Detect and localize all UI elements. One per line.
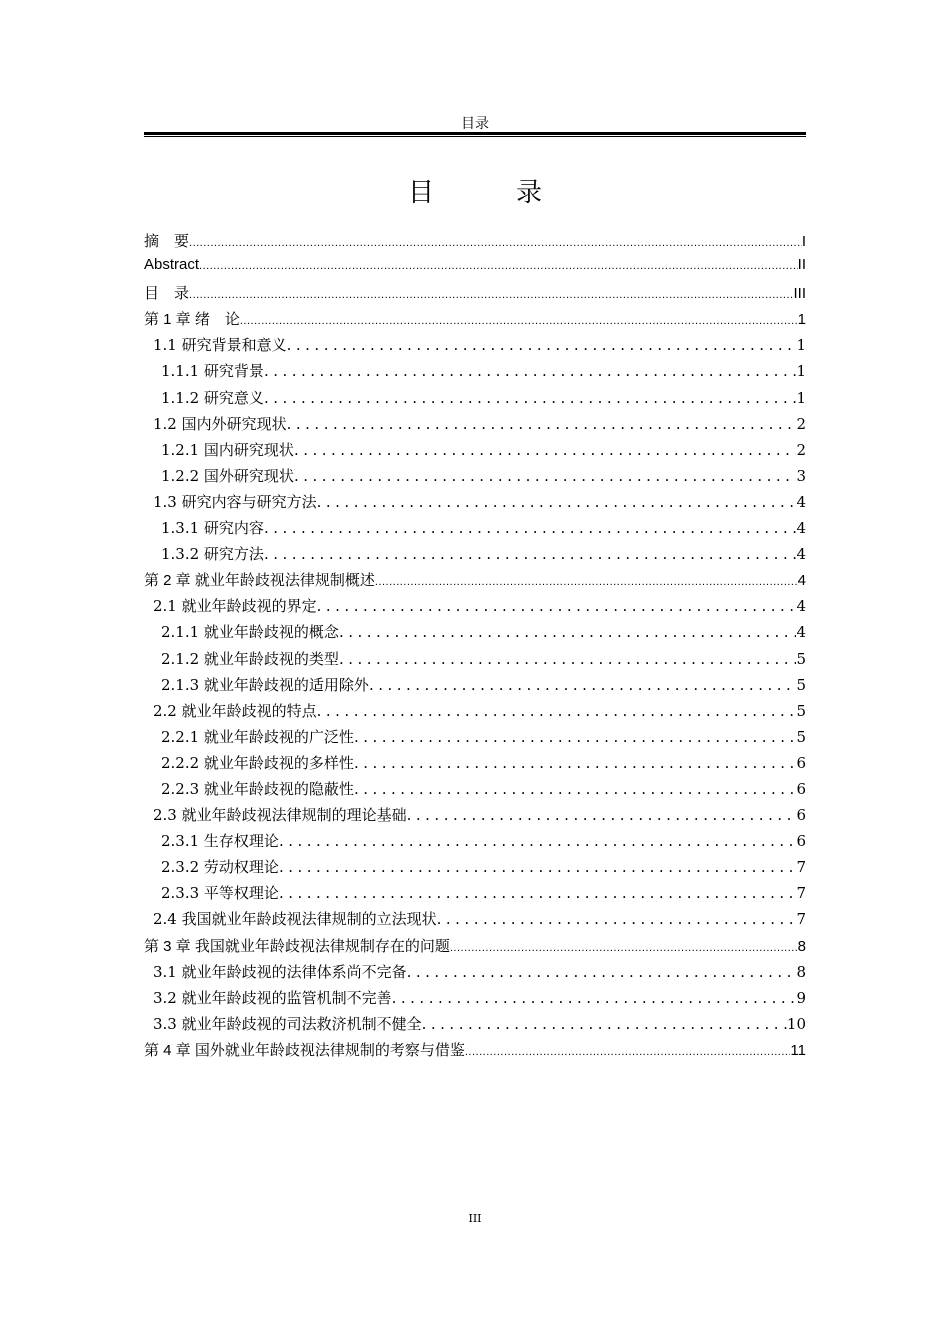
toc-entry-label: 3.1 就业年龄歧视的法律体系尚不完备: [153, 962, 407, 981]
toc-entry-label: 1.3.1 研究内容: [161, 519, 264, 538]
toc-dot-leader: [287, 415, 797, 433]
toc-entry-page: 8: [796, 962, 806, 981]
toc-entry[interactable]: [144, 752, 806, 778]
toc-entry-label: 1.1.1 研究背景: [161, 362, 264, 381]
toc-entry-page: 10: [786, 1014, 806, 1033]
toc-entry[interactable]: [144, 908, 806, 934]
toc-entry[interactable]: [144, 387, 806, 413]
toc-dot-leader: [264, 545, 797, 563]
toc-entry[interactable]: [144, 256, 806, 282]
toc-dot-leader: [264, 362, 797, 380]
toc-entry[interactable]: [144, 282, 806, 308]
toc-entry[interactable]: [144, 439, 806, 465]
toc-entry-page: 4: [796, 492, 806, 511]
toc-entry-page: 11: [790, 1041, 806, 1059]
toc-entry-page: 5: [796, 727, 806, 746]
toc-entry-page: 6: [796, 832, 806, 851]
toc-dot-leader: [279, 884, 797, 902]
toc-entry[interactable]: [144, 726, 806, 752]
toc-entry-label: 第 2 章 就业年龄歧视法律规制概述: [144, 572, 375, 590]
toc-entry-label: Abstract: [144, 256, 200, 274]
toc-dot-leader: [375, 576, 798, 588]
toc-entry[interactable]: [144, 804, 806, 830]
toc-dot-leader: [264, 519, 797, 537]
toc-entry[interactable]: [144, 830, 806, 856]
toc-entry-page: 2: [796, 414, 806, 433]
toc-entry[interactable]: [144, 230, 806, 256]
toc-entry-page: 5: [796, 649, 806, 668]
toc-entry-label: 2.3.3 平等权理论: [161, 884, 279, 903]
toc-entry-label: 2.3.2 劳动权理论: [161, 858, 279, 877]
toc-dot-leader: [392, 989, 797, 1007]
toc-dot-leader: [369, 676, 797, 694]
toc-entry[interactable]: [144, 413, 806, 439]
toc-entry-label: 第 4 章 国外就业年龄歧视法律规制的考察与借鉴: [144, 1041, 465, 1059]
toc-entry-page: I: [801, 233, 806, 250]
toc-dot-leader: [339, 623, 797, 641]
toc-entry[interactable]: [144, 465, 806, 491]
toc-entry-label: 2.3.1 生存权理论: [161, 832, 279, 851]
toc-dot-leader: [199, 260, 798, 272]
toc-dot-leader: [354, 728, 797, 746]
toc-entry-label: 2.2.3 就业年龄歧视的隐蔽性: [161, 779, 354, 798]
toc-dot-leader: [317, 702, 797, 720]
toc-dot-leader: [317, 597, 797, 615]
toc-entry[interactable]: [144, 700, 806, 726]
toc-entry[interactable]: [144, 621, 806, 647]
toc-entry[interactable]: [144, 334, 806, 360]
running-header: 目录: [461, 116, 489, 132]
toc-entry-label: 1.3.2 研究方法: [161, 545, 264, 564]
toc-dot-leader: [317, 493, 797, 511]
toc-entry-label: 1.2.2 国外研究现状: [161, 466, 294, 485]
toc-entry-page: 4: [796, 519, 806, 538]
toc-entry-label: 目 录: [144, 285, 190, 303]
toc-entry-page: 4: [797, 572, 806, 590]
toc-entry-page: 6: [796, 753, 806, 772]
toc-entry[interactable]: [144, 882, 806, 908]
toc-entry[interactable]: [144, 935, 806, 961]
toc-dot-leader: [339, 650, 797, 668]
toc-dot-leader: [407, 963, 797, 981]
toc-entry-label: 2.2 就业年龄歧视的特点: [153, 701, 317, 720]
toc-dot-leader: [422, 1015, 787, 1033]
toc-entry-label: 第 1 章 绪 论: [144, 311, 240, 329]
toc-entry[interactable]: [144, 987, 806, 1013]
toc-entry-page: 8: [797, 937, 806, 955]
toc-entry[interactable]: [144, 778, 806, 804]
toc-dot-leader: [189, 237, 802, 249]
toc-entry-label: 1.1.2 研究意义: [161, 388, 264, 407]
footer-page-number: III: [468, 1212, 482, 1225]
toc-dot-leader: [354, 754, 797, 772]
toc-dot-leader: [450, 942, 798, 954]
toc-entry[interactable]: [144, 1013, 806, 1039]
toc-entry-label: 1.1 研究背景和意义: [153, 336, 287, 355]
toc-dot-leader: [287, 336, 797, 354]
toc-entry-page: 9: [796, 988, 806, 1007]
toc-entry[interactable]: [144, 648, 806, 674]
toc-dot-leader: [264, 389, 797, 407]
toc-entry-label: 2.2.2 就业年龄歧视的多样性: [161, 753, 354, 772]
toc-dot-leader: [294, 467, 797, 485]
toc-entry-page: 6: [796, 806, 806, 825]
toc-entry-page: 4: [796, 597, 806, 616]
toc-entry[interactable]: [144, 308, 806, 334]
toc-entry-page: 5: [796, 675, 806, 694]
toc-entry[interactable]: [144, 543, 806, 569]
toc-dot-leader: [294, 441, 797, 459]
toc-entry[interactable]: [144, 595, 806, 621]
toc-dot-leader: [189, 289, 793, 301]
toc-entry-label: 2.1.1 就业年龄歧视的概念: [161, 623, 339, 642]
toc-dot-leader: [279, 832, 797, 850]
toc-entry-page: 7: [796, 910, 806, 929]
toc-dot-leader: [240, 315, 798, 327]
toc-entry[interactable]: [144, 360, 806, 386]
toc-entry[interactable]: [144, 517, 806, 543]
toc-entry[interactable]: [144, 674, 806, 700]
toc-entry-label: 2.4 我国就业年龄歧视法律规制的立法现状: [153, 910, 437, 929]
toc-dot-leader: [437, 910, 797, 928]
toc-entry-page: 7: [796, 858, 806, 877]
toc-entry-page: 3: [796, 466, 806, 485]
toc-entry-label: 2.2.1 就业年龄歧视的广泛性: [161, 727, 354, 746]
toc-entry-page: 1: [796, 336, 806, 355]
toc-entry-page: 4: [796, 545, 806, 564]
toc-entry-label: 2.3 就业年龄歧视法律规制的理论基础: [153, 806, 407, 825]
toc-entry-label: 1.3 研究内容与研究方法: [153, 492, 317, 511]
toc-entry-page: 7: [796, 884, 806, 903]
toc-entry-page: 4: [796, 623, 806, 642]
toc-entry-label: 第 3 章 我国就业年龄歧视法律规制存在的问题: [144, 937, 450, 955]
table-of-contents: [144, 230, 806, 1065]
toc-dot-leader: [354, 780, 797, 798]
toc-entry-label: 3.2 就业年龄歧视的监管机制不完善: [153, 988, 392, 1007]
toc-entry-page: 2: [796, 440, 806, 459]
toc-entry-page: II: [797, 256, 806, 274]
toc-entry-label: 摘 要: [144, 233, 190, 250]
toc-entry-label: 2.1.3 就业年龄歧视的适用除外: [161, 675, 369, 694]
toc-entry-page: 1: [796, 362, 806, 381]
toc-entry-label: 1.2 国内外研究现状: [153, 414, 287, 433]
toc-entry-page: 1: [796, 388, 806, 407]
toc-entry-label: 2.1 就业年龄歧视的界定: [153, 597, 317, 616]
toc-entry[interactable]: [144, 1039, 806, 1065]
toc-entry-label: 3.3 就业年龄歧视的司法救济机制不健全: [153, 1014, 422, 1033]
toc-entry-label: 1.2.1 国内研究现状: [161, 440, 294, 459]
toc-entry-page: III: [793, 285, 806, 303]
toc-dot-leader: [465, 1046, 791, 1058]
toc-entry[interactable]: [144, 569, 806, 595]
toc-entry-label: 2.1.2 就业年龄歧视的类型: [161, 649, 339, 668]
toc-dot-leader: [279, 858, 797, 876]
toc-title: 目 录: [407, 178, 570, 208]
header-rule-thin: [144, 136, 806, 137]
toc-entry[interactable]: [144, 961, 806, 987]
toc-entry-page: 5: [796, 701, 806, 720]
header-rule-thick: [144, 132, 806, 135]
toc-entry-page: 1: [797, 311, 806, 329]
toc-dot-leader: [407, 806, 797, 824]
toc-entry[interactable]: [144, 491, 806, 517]
toc-entry-page: 6: [796, 779, 806, 798]
toc-entry[interactable]: [144, 856, 806, 882]
